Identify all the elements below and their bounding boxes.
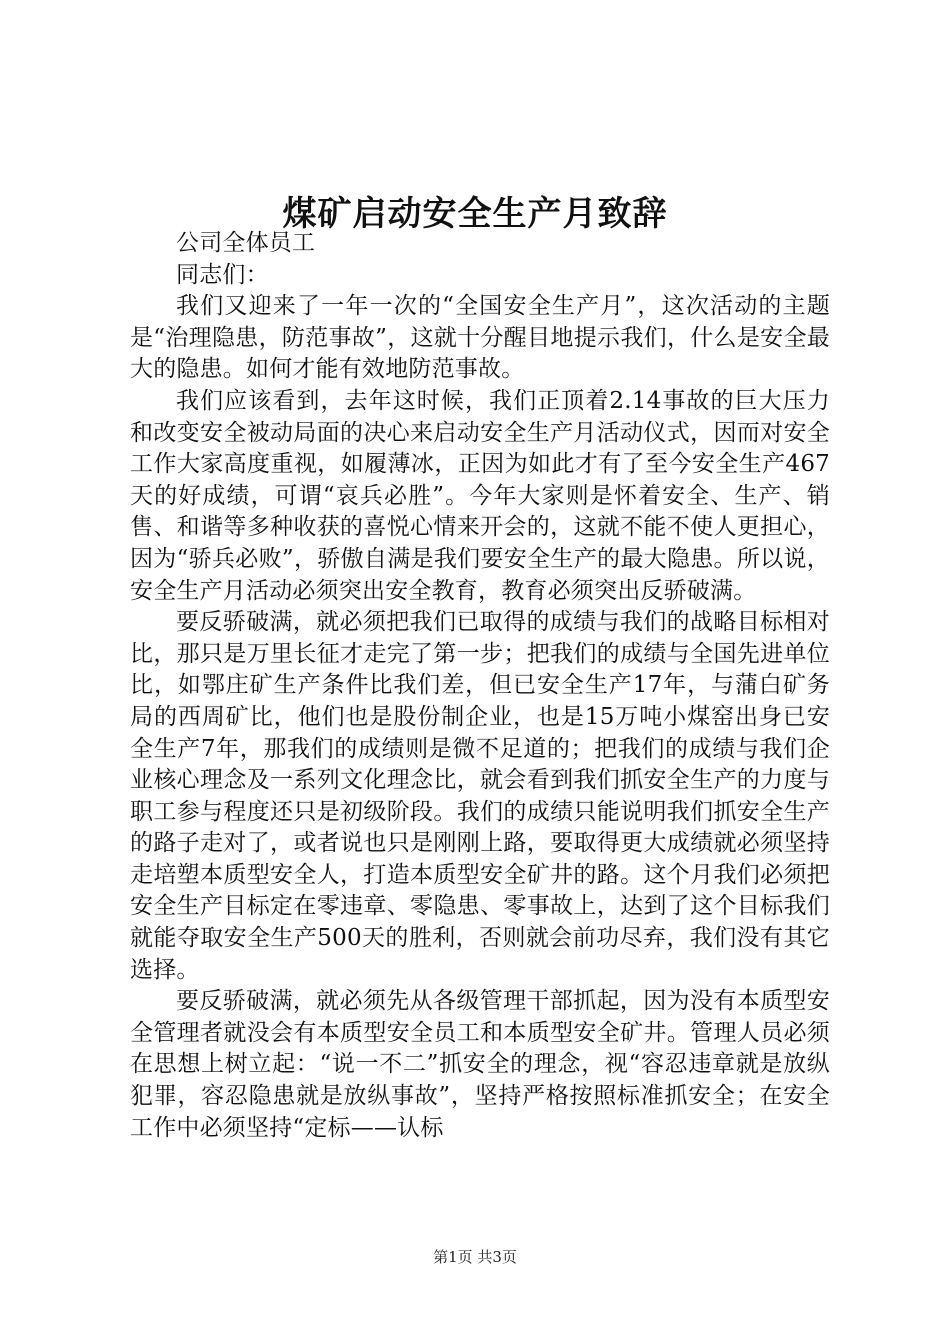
paragraph-1: 我们又迎来了一年一次的“全国安全生产月”，这次活动的主题是“治理隐患，防范事故”，这就十分醒目地提示我们，什么是安全最大的隐患。如何才能有效地防范事故。 <box>130 293 830 383</box>
paragraph-2: 我们应该看到，去年这时候，我们正顶着2.14事故的巨大压力和改变安全被动局面的决心来启动安全生产月活动仪式，因而对安全工作大家高度重视，如履薄冰，正因为如此才有了至今安全生产467天的好成绩，可谓“哀兵必胜”。今年大家则是怀着安全、生产、销售、和谐等多种收获的喜悦心情来开会的，这就不能不使人更担心，因为“骄兵必败”，骄傲自满是我们要安全生产的最大隐患。所以说，安全生产月活动必须突出安全教育，教育必须突出反骄破满。 <box>130 387 830 604</box>
salutation-recipients: 公司全体员工 <box>176 230 316 256</box>
paragraph-4: 要反骄破满，就必须先从各级管理干部抓起，因为没有本质型安全管理者就没会有本质型安全员工和本质型安全矿井。管理人员必须在思想上树立起：“说一不二”抓安全的理念，视“容忍违章就是放纵犯罪，容忍隐患就是放纵事故”，坚持严格按照标准抓安全；在安全工作中必须坚持“定标——认标 <box>130 988 830 1141</box>
document-body <box>130 228 830 1144</box>
page-number-footer: 第1页 共3页 <box>433 1248 517 1266</box>
paragraph-3: 要反骄破满，就必须把我们已取得的成绩与我们的战略目标相对比，那只是万里长征才走完了第一步；把我们的成绩与全国先进单位比，如鄂庄矿生产条件比我们差，但已安全生产17年，与蒲白矿务局的西周矿比，他们也是股份制企业，也是15万吨小煤窑出身已安全生产7年，那我们的成绩则是微不足道的；把我们的成绩与我们企业核心理念及一系列文化理念比，就会看到我们抓安全生产的力度与职工参与程度还只是初级阶段。我们的成绩只能说明我们抓安全生产的路子走对了，或者说也只是刚刚上路，要取得更大成绩就必须坚持走培塑本质型安全人，打造本质型安全矿井的路。这个月我们必须把安全生产目标定在零违章、零隐患、零事故上，达到了这个目标我们就能夺取安全生产500天的胜利，否则就会前功尽弃，我们没有其它选择。 <box>130 609 830 983</box>
document-title: 煤矿启动安全生产月致辞 <box>282 194 668 234</box>
salutation-comrades: 同志们： <box>176 261 269 288</box>
